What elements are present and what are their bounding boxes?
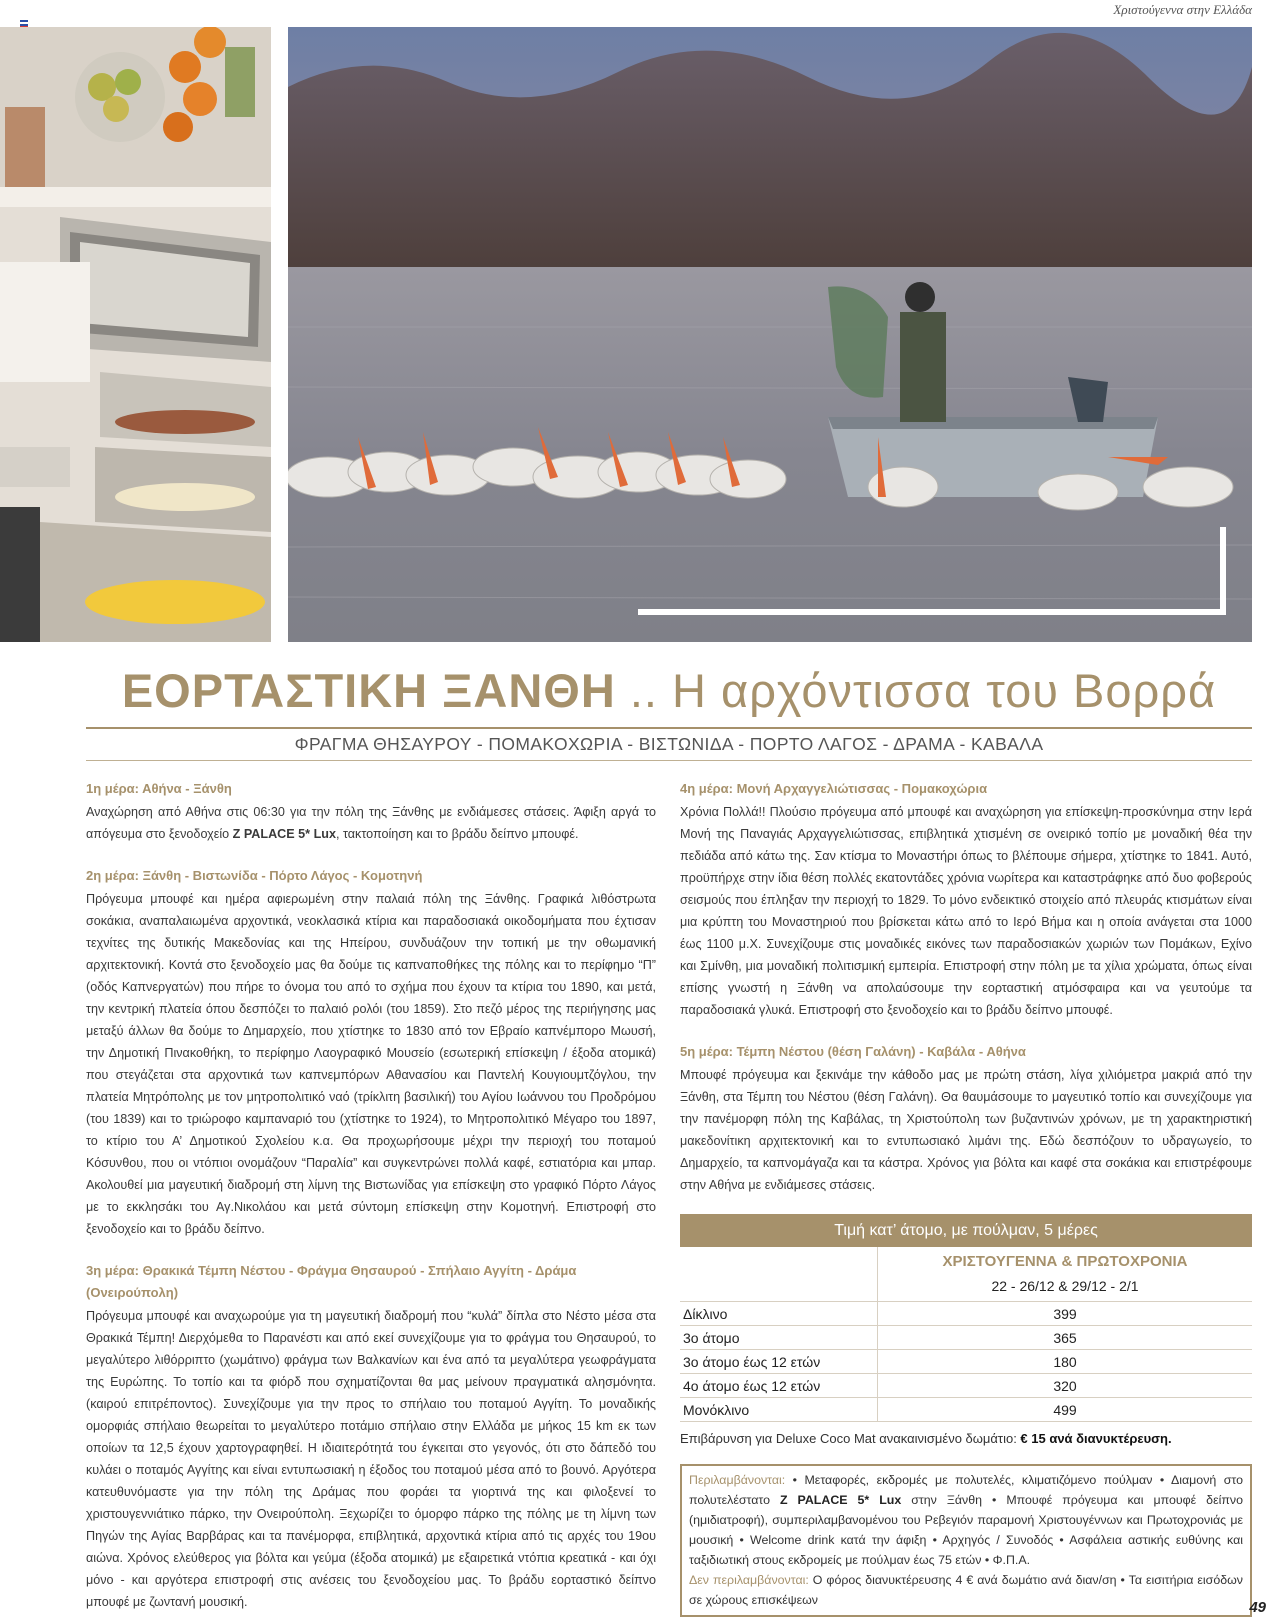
pelicans-and-fisherman-on-lake-photo [288, 27, 1252, 642]
price-period: ΧΡΙΣΤΟΥΓΕΝΝΑ & ΠΡΩΤΟΧΡΟΝΙΑ [942, 1253, 1188, 1270]
price-dates: 22 - 26/12 & 29/12 - 2/1 [991, 1278, 1139, 1294]
price-table-header: Τιμή κατ’ άτομο, με πούλμαν, 5 μέρες [680, 1214, 1252, 1247]
day-1-title: 1η μέρα: Αθήνα - Ξάνθη [86, 781, 232, 796]
hotel-name: Z PALACE 5* Lux [232, 827, 336, 841]
day-1-text: Αναχώρηση από Αθήνα στις 06:30 για την πόλη της Ξάνθης με ενδιάμεσες στάσεις. Άφιξη αργά το απόγευμα στο ξενοδοχείο Z PALACE 5* Lux, τακτοποίηση και το βράδυ δείπνο μπουφέ. [86, 805, 656, 841]
itinerary-left-column [86, 778, 656, 1613]
section-header: Χριστούγεννα στην Ελλάδα [1113, 2, 1252, 17]
title-bold: ΕΟΡΤΑΣΤΙΚΗ ΞΑΝΘΗ [121, 664, 616, 717]
title-rest: .. Η αρχόντισσα του Βορρά [615, 664, 1217, 717]
price-period-row [680, 1247, 1252, 1302]
table-row: Μονόκλινο 499 [680, 1398, 1252, 1422]
excludes-label: Δεν περιλαμβάνονται: [689, 1573, 809, 1587]
route-subtitle: ΦΡΑΓΜΑ ΘΗΣΑΥΡΟΥ - ΠΟΜΑΚΟΧΩΡΙΑ - ΒΙΣΤΩΝΙΔΑ - ΠΟΡΤΟ ΛΑΓΟΣ - ΔΡΑΜΑ - ΚΑΒΑΛΑ [294, 734, 1044, 754]
day-5-title: 5η μέρα: Τέμπη Νέστου (θέση Γαλάνη) - Καβάλα - Αθήνα [680, 1044, 1026, 1059]
page-title [86, 663, 1252, 718]
table-row: 4ο άτομο έως 12 ετών 320 [680, 1374, 1252, 1398]
day-2-text: Πρόγευμα μπουφέ και ημέρα αφιερωμένη στην παλαιά πόλη της Ξάνθης. Γραφικά λιθόστρωτα σοκάκια, αναπαλαιωμένα αρχοντικά, νεοκλασικά κτίρια και παραδοσιακά οικοδομήματα που έχτισαν τεχνίτες της δυτικής Μακεδονίας και της Ηπείρου, συνδυάζουν την τοπική με την οθωμανική αρχιτεκτονική. Κοντά στο ξενοδοχείο μας θα δούμε τις καπναποθήκες της πόλης και το περίφημο “Π” (οδός Καπνεργατών) που πήρε το όνομα του από το σχήμα που έχουν τα κτίρια του 1890, και μετά, την κεντρική πλατεία όπου δεσπόζει το παλαιό ρολόι (του 1859). Στο πεζό μέρος της περιήγησης μας μεταξύ άλλων θα δούμε το Δημαρχείο, που χτίστηκε το 1830 από τον Εβραίο καπνέμπορο Μωυσή, την Δημοτική Πινακοθήκη, το περίφημο Λαογραφικό Μουσείο (εσωτερική επίσκεψη / έξοδα ατομικά) που στεγάζεται στα αρχοντικά των καπνεμπόρων Αθανασίου και Παντελή Κουγιουμτζόγλου, την πλατεία Μητρόπολης με τον μητροπολιτικό ναό (τρίκλιτη βασιλική) του Αγίου Ιωάννου του Προδρόμου (του 1839) και το τριώροφο καμπαναριό του (χτίστηκε το 1924), το Μητροπολιτικό Μέγαρο του 1897, το κτίριο του Α’ Δημοτικού Σχολείου κ.α. Θα προχωρήσουμε μέχρι την περιοχή του ποταμού Κόσυνθου, που οι ντόπιοι ονομάζουν “Παραλία” και συγκεντρώνει πολλά καφέ, εστιατόρια και μπαρ. Ακολουθεί μια μαγευτική διαδρομή στη λίμνη της Βιστωνίδας για επίσκεψη στο γραφικό Πόρτο Λάγος με το εκκλησάκι του Αγ.Νικολάου και μετά σύντομη επίσκεψη στην Κομοτηνή. Επιστροφή στο ξενοδοχείο και το βράδυ δείπνο. [86, 892, 656, 1236]
day-5-text: Μπουφέ πρόγευμα και ξεκινάμε την κάθοδο μας με πρώτη στάση, λίγα χιλιόμετρα μακριά από την Ξάνθη, στα Τέμπη του Νέστου (θέση Γαλάνη). Θα θαυμάσουμε το μαγευτικό τοπίο και συνεχίζουμε για την πανέμορφη πόλη της Καβάλας, τη Χριστούπολη των βυζαντινών χρόνων, με τη χαρακτηριστική μακεδονίτικη αρχιτεκτονική και το εντυπωσιακό λιμάνι της. Εδώ δεσπόζουν το υδραγωγείο, το Δημαρχείο, τα καπνομάγαζα και τα κάστρα. Χρόνος για βόλτα και καφέ στα σοκάκια και επιστρέφουμε στην Αθήνα με ενδιάμεσες στάσεις. [680, 1068, 1252, 1192]
room-surcharge: Επιβάρυνση για Deluxe Coco Mat ανακαινισμένο δωμάτιο: € 15 ανά διανυκτέρευση. [680, 1431, 1172, 1446]
includes-hotel: Z PALACE 5* Lux [779, 1493, 902, 1507]
day-4-title: 4η μέρα: Μονή Αρχαγγελιώτισσας - Πομακοχώρια [680, 781, 988, 796]
includes-box: Περιλαμβάνονται: • Μεταφορές, εκδρομές με πολυτελές, κλιματιζόμενο πούλμαν • Διαμονή στο πολυτελέστατο Z PALACE 5* Lux στην Ξάνθη • Μπουφέ πρόγευμα και μπουφέ δείπνο (ημιδιατροφή), συμπεριλαμβανομένου του Ρεβεγιόν παραμονή Χριστουγέννων και Πρωτοχρονιάς με μουσική • Welcome drink κατά την άφιξη • Αρχηγός / Συνοδός • Ασφάλεια αστικής ευθύνης και ταξιδιωτική στους εκδρομείς με πούλμαν έως 75 ετών • Φ.Π.Α. Δεν περιλαμβάνονται: Ο φόρος διανυκτέρευσης 4 € ανά δωμάτιο ανά διαν/ση • Τα εισιτήρια εισόδων σε χώρους επισκέψεων [680, 1464, 1252, 1617]
day-2-title: 2η μέρα: Ξάνθη - Βιστωνίδα - Πόρτο Λάγος - Κομοτηνή [86, 868, 423, 883]
excludes-text: Ο φόρος διανυκτέρευσης 4 € ανά δωμάτιο ανά διαν/ση • Τα εισιτήρια εισόδων σε χώρους επισκέψεων [689, 1573, 1243, 1607]
day-4-text: Χρόνια Πολλά!! Πλούσιο πρόγευμα από μπουφέ και αναχώρηση για επίσκεψη-προσκύνημα στην Ιερά Μονή της Παναγιάς Αρχαγγελιώτισσας, επιβλητικά χτισμένη σε ονειρικό τοπίο με μοναδική θέα την πεδιάδα από κάτω της. Σαν κτίσμα το Μοναστήρι όπως το βλέπουμε σήμερα, χτίστηκε το 1841. Αυτό, προϋπήρχε στην ίδια θέση πολλές εκατοντάδες χρόνια νωρίτερα και καταστράφηκε από δυο φοβερούς σεισμούς που έπληξαν την περιοχή το 1829. Το μόνο ενδεικτικό στοιχείο από πλευράς κτισμάτων είναι μια κρύπτη του Μοναστηριού που βρίσκεται κάτω από το Ιερό Βήμα και η οποία ανάγεται στα 1000 έως 1100 μ.Χ. Συνεχίζουμε στις μοναδικές εικόνες των παραδοσιακών χωριών των Πομάκων, Εχίνο και Σμίνθη, μια μοναδική πολιτισμική εμπειρία. Επιστροφή στην πόλη με τα χίλια χρώματα, όπως είναι επίσης γνωστή η Ξάνθη να απολαύσουμε την εορταστική ατμόσφαιρα και να γευτούμε τα παραδοσιακά γλυκά. Επιστροφή στο ξενοδοχείο και το βράδυ δείπνο μπουφέ. [680, 805, 1252, 1017]
day-3-text: Πρόγευμα μπουφέ και αναχωρούμε για τη μαγευτική διαδρομή που “κυλά” δίπλα στο Νέστο μέσα στα Θρακικά Τέμπη! Διερχόμεθα το Παρανέστι και από εκεί συνεχίζουμε για το φράγμα του Θησαυρού, το μεγαλύτερο λιθόρριπτο (χωμάτινο) φράγμα των Βαλκανίων και ένα από τα μεγαλύτερα γεωφράγματα της Ευρώπης. Το τοπίο και τα φιόρδ που σχηματίζονται θα μας μείνουν πραγματικά αλησμόνητα. (καιρού επιτρέποντος). Συνεχίζουμε για την προς το σπήλαιο του ποταμού Αγγίτη. Το μοναδικής ομορφιάς σπήλαιο θεωρείται το μεγαλύτερο ποτάμιο σπήλαιο στην Ελλάδα με μήκος 15 km εκ των οποίων τα 12,5 έχουν χαρτογραφηθεί. Η ιδιαιτερότητά του έγκειται στο γεγονός, ότι στο δάπεδό του κυλάει ο ποταμός Αγγίτης και είναι εντυπωσιακή η έξοδος του ποταμού μέσα από το βουνό. Αργότερα κατευθυνόμαστε για την πόλη της Δράμας που φοράει τα γιορτινά της και φιλοξενεί το χριστουγεννιάτικο πάρκο, την Ονειρούπολη. Ξεχωρίζει το όμορφο πάρκο της πόλης με τη λίμνη των Πηγών της Αγίας Βαρβάρας και τα πανέμορφα, επιβλητικά, αρχοντικά κτίρια από τις αρχές του 19ου αιώνα. Χρόνος ελεύθερος για βόλτα και γεύμα (έξοδα ατομικά) με εξαιρετικά ντόπια κρεατικά - και όχι μόνο - και αργότερα επιστροφή στις ανέσεις του ξενοδοχείου μας. Το βράδυ εορταστικό δείπνο μπουφέ με ζωντανή μουσική. [86, 1309, 656, 1609]
table-row: 3ο άτομο έως 12 ετών 180 [680, 1350, 1252, 1374]
price-table [680, 1247, 1252, 1422]
title-divider [86, 727, 1252, 729]
table-row: Δίκλινο 399 [680, 1302, 1252, 1326]
subtitle-divider [86, 760, 1252, 761]
hotel-buffet-photo [0, 27, 271, 642]
page-number: 49 [1249, 1599, 1266, 1616]
itinerary-right-column [680, 778, 1252, 1617]
table-row: 3ο άτομο 365 [680, 1326, 1252, 1350]
day-3-title: 3η μέρα: Θρακικά Τέμπη Νέστου - Φράγμα Θησαυρού - Σπήλαιο Αγγίτη - Δράμα (Ονειρούπολη) [86, 1263, 577, 1300]
includes-label: Περιλαμβάνονται: [689, 1473, 786, 1487]
surcharge-value: € 15 ανά διανυκτέρευση. [1020, 1431, 1172, 1446]
